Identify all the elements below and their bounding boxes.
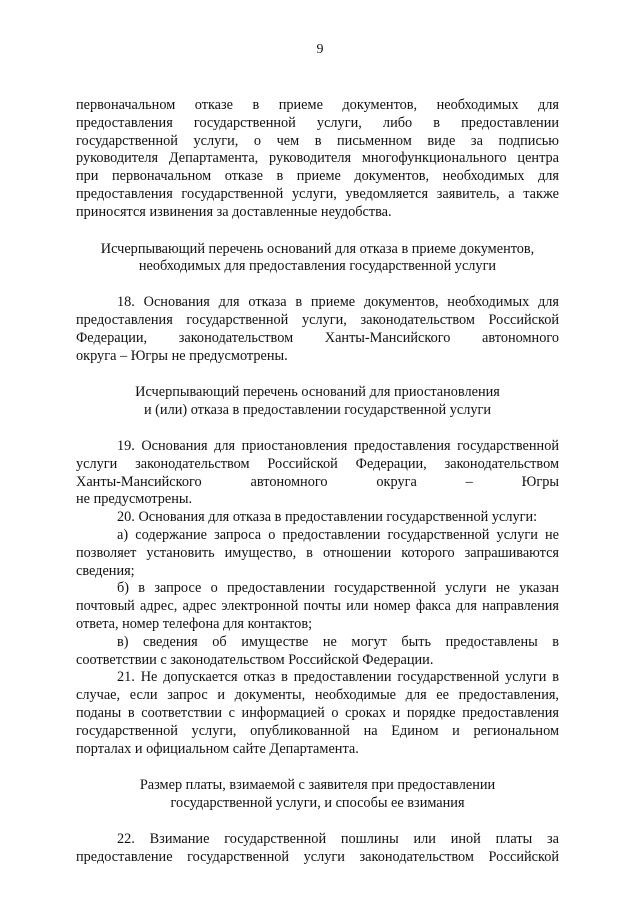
text-line: округа – Югры не предусмотрены. bbox=[76, 347, 288, 364]
paragraph-20 bbox=[76, 509, 559, 527]
text-line: 22. Взимание государственной пошлины или иной платы за bbox=[117, 830, 559, 847]
text-line: предоставления государственной услуги, либо в предоставлении bbox=[76, 114, 559, 131]
heading-line: Исчерпывающий перечень оснований для отказа в приеме документов, bbox=[100, 240, 535, 257]
text-line: предоставления государственной услуги, уведомляется заявитель, а также bbox=[76, 185, 559, 202]
text-line: Ханты-Мансийского автономного округа – Югры bbox=[76, 473, 559, 490]
paragraph-18 bbox=[76, 294, 559, 365]
text-line: государственной услуги, о чем в письменном виде за подписью bbox=[76, 132, 559, 149]
text-line: 18. Основания для отказа в приеме документов, необходимых для bbox=[117, 294, 559, 311]
heading-line: Размер платы, взимаемой с заявителя при предоставлении bbox=[139, 777, 496, 794]
list-item-a bbox=[76, 527, 559, 580]
section-heading bbox=[76, 241, 559, 277]
text-line: ответа, номер телефона для контактов; bbox=[76, 615, 313, 632]
paragraph-22 bbox=[76, 831, 559, 867]
text-line: приносятся извинения за доставленные неудобства. bbox=[76, 203, 392, 220]
text-line: в) сведения об имуществе не могут быть предоставлены в bbox=[117, 633, 559, 650]
document-body bbox=[76, 97, 559, 866]
text-line: соответствии с законодательством Российской Федерации. bbox=[76, 651, 434, 668]
text-line: а) содержание запроса о предоставлении государственной услуги не bbox=[117, 526, 559, 543]
paragraph-continuation bbox=[76, 97, 559, 222]
text-line: 21. Не допускается отказ в предоставлении государственной услуги в bbox=[117, 669, 559, 686]
page-number: 9 bbox=[316, 42, 324, 57]
section-heading bbox=[76, 384, 559, 420]
list-item-v bbox=[76, 634, 559, 670]
text-line: порталах и официальном сайте Департамента. bbox=[76, 740, 359, 757]
section-heading bbox=[76, 777, 559, 813]
text-line: поданы в соответствии с информацией о сроках и порядке предоставления bbox=[76, 704, 559, 721]
text-line: Федерации, законодательством Ханты-Мансийского автономного bbox=[76, 329, 559, 346]
text-line: 19. Основания для приостановления предоставления государственной bbox=[117, 437, 559, 454]
text-line: сведения; bbox=[76, 562, 135, 579]
text-line: предоставления государственной услуги, законодательством Российской bbox=[76, 311, 559, 328]
heading-line: и (или) отказа в предоставлении государственной услуги bbox=[143, 402, 492, 419]
text-line: не предусмотрены. bbox=[76, 491, 193, 508]
text-line: позволяет установить имущество, в отношении которого запрашиваются bbox=[76, 544, 559, 561]
text-line: государственной услуги, опубликованной на Едином и региональном bbox=[76, 722, 559, 739]
paragraph-21 bbox=[76, 669, 559, 758]
text-line: б) в запросе о предоставлении государственной услуги не указан bbox=[117, 580, 559, 597]
text-line: почтовый адрес, адрес электронной почты или номер факса для направления bbox=[76, 598, 559, 615]
heading-line: необходимых для предоставления государственной услуги bbox=[138, 258, 497, 275]
list-item-b bbox=[76, 580, 559, 633]
text-line: случае, если запрос и документы, необходимые для ее предоставления, bbox=[76, 687, 559, 704]
paragraph-19 bbox=[76, 438, 559, 509]
text-line: руководителя Департамента, руководителя многофункционального центра bbox=[76, 150, 559, 167]
text-line: первоначальном отказе в приеме документов, необходимых для bbox=[76, 97, 559, 113]
text-line: 20. Основания для отказа в предоставлении государственной услуги: bbox=[117, 509, 538, 526]
heading-line: Исчерпывающий перечень оснований для приостановления bbox=[135, 384, 500, 401]
heading-line: государственной услуги, и способы ее взимания bbox=[170, 795, 465, 812]
text-line: при первоначальном отказе в приеме документов, необходимых для bbox=[76, 168, 559, 185]
text-line: предоставление государственной услуги законодательством Российской bbox=[76, 848, 559, 865]
text-line: услуги законодательством Российской Федерации, законодательством bbox=[76, 455, 559, 472]
